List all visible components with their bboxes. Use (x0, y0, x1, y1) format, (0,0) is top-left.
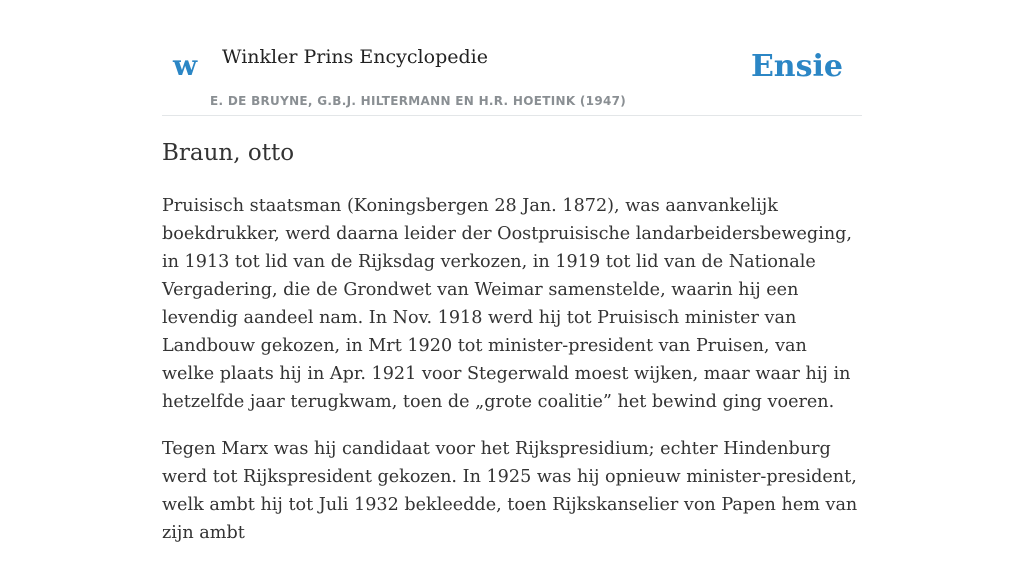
encyclopedia-authors: E. DE BRUYNE, G.B.J. HILTERMANN EN H.R. HOETINK (1947) (210, 94, 627, 108)
entry-paragraph-2: Tegen Marx was hij candidaat voor het Rijkspresidium; echter Hindenburg werd tot Rijkspresident gekozen. In 1925 was hij opnieuw minister-president, welk ambt hij tot Juli 1932 bekleedde, toen Rijkskanselier von Papen hem van zijn ambt (162, 439, 858, 543)
entry-body (162, 192, 862, 566)
entry-title: Braun, otto (162, 140, 295, 166)
winkler-prins-logo[interactable]: w (173, 49, 198, 82)
encyclopedia-title-link[interactable]: Winkler Prins Encyclopedie (222, 46, 488, 68)
site-header (162, 0, 862, 116)
ensie-logo-link[interactable]: Ensie (750, 49, 843, 84)
entry-paragraph-1: Pruisisch staatsman (Koningsbergen 28 Jan. 1872), was aanvankelijk boekdrukker, werd daarna leider der Oostpruisische landarbeidersbeweging, in 1913 tot lid van de Rijksdag verkozen, in 1919 tot lid van de Nationale Vergadering, die de Grondwet van Weimar samenstelde, waarin hij een levendig aandeel nam. In Nov. 1918 werd hij tot Pruisisch minister van Landbouw gekozen, in Mrt 1920 tot minister-president van Pruisen, van welke plaats hij in Apr. 1921 voor Stegerwald moest wijken, maar waar hij in hetzelfde jaar terugkwam, toen de „grote coalitie” het bewind ging voeren. (162, 196, 853, 412)
